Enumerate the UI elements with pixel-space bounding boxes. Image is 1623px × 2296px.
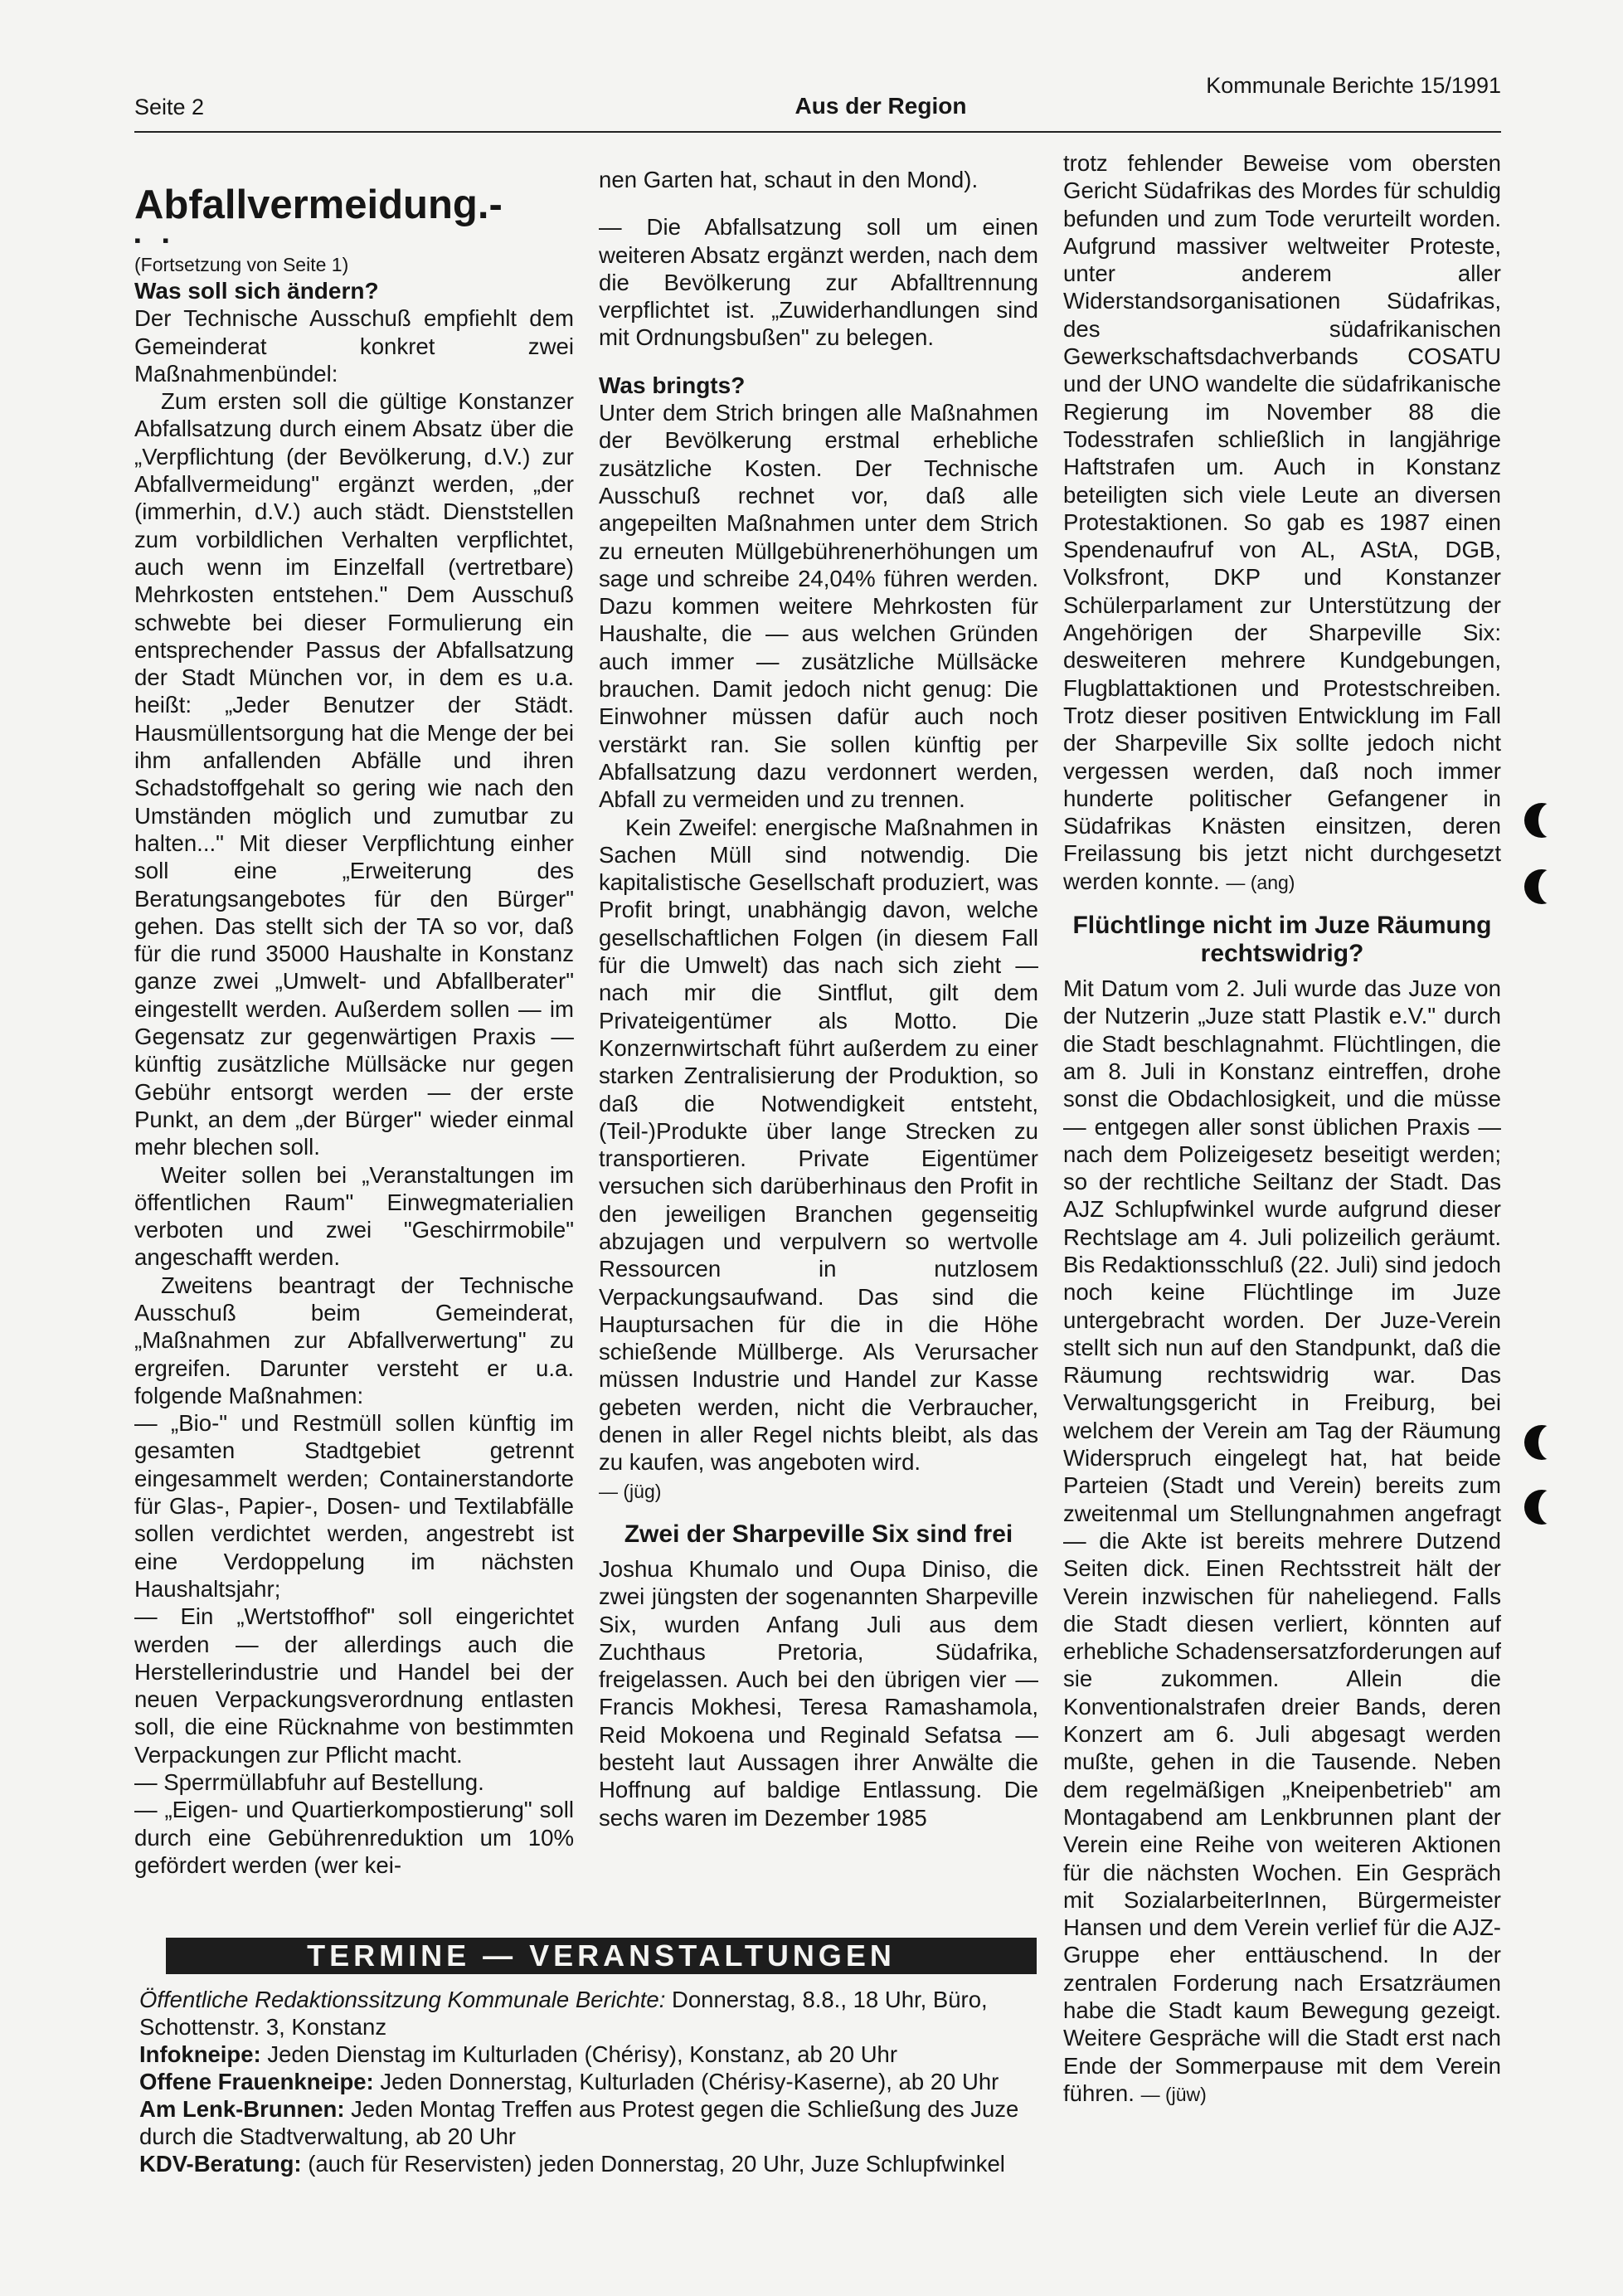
paragraph: Unter dem Strich bringen alle Maßnahmen der Bevölkerung erstmal erhebliche zusätzliche Kosten. Der Technische Ausschuß rechnet vor, daß alle angepeilten Maßnahmen unter dem Strich zu erneuten Müllgebührenerhöhungen um sage und schreibe 24,04% führen werden. Dazu kommen weitere Mehrkosten für Haushalte, die — aus welchen Gründen auch immer — zusätzliche Müllsäcke brauchen. Damit jedoch nicht genug: Die Einwohner müssen dafür auch noch verstärkt ran. Sie sollen künftig per Abfallsatzung dazu verdonnert werden, Abfall zu vermeiden und zu trennen. (599, 400, 1038, 813)
publication-issue: Kommunale Berichte 15/1991 (1206, 73, 1501, 98)
author-tag-text: — (jüg) (599, 1480, 662, 1502)
event-name: Am Lenk-Brunnen: (139, 2096, 345, 2122)
author-tag (599, 1476, 1038, 1506)
subheading-changes: Was soll sich ändern? (134, 278, 379, 304)
punch-hole (1524, 869, 1559, 904)
event-name: Offene Frauenkneipe: (139, 2069, 374, 2094)
paragraph: Der Technische Ausschuß empfiehlt dem Gemeinderat konkret zwei Maßnahmenbündel: (134, 305, 574, 387)
events-banner: TERMINE — VERANSTALTUNGEN (166, 1938, 1037, 1974)
column-3 (1063, 149, 1501, 2223)
punch-hole (1524, 803, 1559, 838)
article-title: Abfallvermeidung.- (134, 182, 503, 227)
headline-refugees: Flüchtlinge nicht im Juze Räumung rechtswidrig? (1072, 912, 1492, 968)
list-item: — „Eigen- und Quartierkompostierung" soll durch eine Gebührenreduktion um 10% gefördert werden (wer kei- (134, 1797, 574, 1878)
event-text: Donnerstag, 8.8., 18 Uhr, Büro, Schottenstr. 3, Konstanz (139, 1987, 988, 2040)
list-item: — Ein „Wertstoffhof" soll eingerichtet werden — der allerdings auch die Herstellerindustrie und Handel bei der neuen Verpackungsverordnung entlasten soll, die eine Rücknahme von bestimmten Verpackungen zur Pflicht macht. (134, 1603, 574, 1768)
punch-hole (1524, 1490, 1559, 1525)
event-item (139, 2041, 1043, 2068)
section-title: Aus der Region (794, 93, 967, 119)
events-list (139, 1986, 1043, 2177)
paragraph: Weiter sollen bei „Veranstaltungen im öffentlichen Raum" Einwegmaterialien verboten und zwei "Geschirrmobile" angeschafft werden. (134, 1161, 574, 1271)
event-item (139, 1986, 1043, 2041)
event-text: Jeden Dienstag im Kulturladen (Chérisy), Konstanz, ab 20 Uhr (267, 2041, 897, 2067)
event-name: Infokneipe: (139, 2041, 261, 2067)
continuation-note: (Fortsetzung von Seite 1) (134, 254, 349, 275)
subheading-benefits: Was bringts? (599, 372, 746, 398)
list-item: — Sperrmüllabfuhr auf Bestellung. (134, 1769, 484, 1796)
column-2 (599, 166, 1038, 1933)
header-rule (134, 131, 1501, 133)
paragraph: Kein Zweifel: energische Maßnahmen in Sachen Müll sind notwendig. Die kapitalistische Gesellschaft produziert, was Profit bringt, unabhängig davon, welche gesellschaftlichen Folgen (in diesem Fall für die Umwelt) das nach sich zieht — nach mir die Sintflut, gilt dem Privateigentümer als Motto. Die Konzernwirtschaft führt außerdem zu einer starken Zentralisierung der Produktion, so daß die Notwendigkeit entsteht, (Teil-)Produkte über lange Strecken zu transportieren. Private Eigentümer versuchen sich darüberhinaus den Profit in den jeweiligen Branchen gegenseitig abzujagen und verpulvern so wertvolle Ressourcen in nutzlosem Verpackungsaufwand. Das sind die Hauptursachen für die in die Höhe schießende Müllberge. Als Verursacher müssen Industrie und Handel zur Kasse gebeten werden, nicht die Verbraucher, denen in aller Regel nichts bleibt, als das zu kaufen, was angeboten wird. (599, 814, 1038, 1476)
headline-sharpeville: Zwei der Sharpeville Six sind frei (624, 1520, 1013, 1548)
paragraph-text: Mit Datum vom 2. Juli wurde das Juze von der Nutzerin „Juze statt Plastik e.V." durch die Stadt beschlagnahmt. Flüchtlingen, die am 8. Juli in Konstanz eintreffen, drohe sonst die Obdachlosigkeit, und die müsse — entgegen aller sonst üblichen Praxis — nach dem Polizeigesetz beseitigt werden; so der rechtliche Seiltanz der Stadt. Das AJZ Schlupfwinkel wurde aufgrund dieser Rechtslage am 4. Juli polizeilich geräumt. Bis Redaktionsschluß (22. Juli) sind jedoch noch keine Flüchtlinge im Juze untergebracht worden. Der Juze-Verein stellt sich nun auf den Standpunkt, daß die Räumung rechtswidrig war. Das Verwaltungsgericht in Freiburg, bei welchem der Verein am Tag der Räumung Widerspruch eingelegt hat, hat beide Parteien (Stadt und Verein) bereits zum zweitenmal um Stellungnahmen angefragt — die Akte ist bereits mehrere Dutzend Seiten dick. Einen Rechtsstreit hält der Verein inzwischen für naheliegend. Falls die Stadt diesen verliert, könnten auf erhebliche Schadensersatzforderungen auf sie zukommen. Allein die Konventionalstrafen dreier Bands, deren Konzert am 6. Juli abgesagt werden mußte, gehen in die Tausende. Neben dem regelmäßigen „Kneipenbetrieb" am Montagabend am Lenkbrunnen plant der Verein eine Reihe von weiteren Aktionen für die nächsten Wochen. Ein Gespräch mit SozialarbeiterInnen, Bürgermeister Hansen und dem Verein verlief für die AJZ-Gruppe eher enttäuschend. In der zentralen Forderung nach Ersatzräumen habe die Stadt kaum Bewegung gezeigt. Weitere Gespräche will die Stadt erst nach Ende der Sommerpause mit dem Verein führen. (1063, 975, 1501, 2106)
list-item: — „Bio-" und Restmüll sollen künftig im gesamten Stadtgebiet getrennt eingesammelt werden; Containerstandorte für Glas-, Papier-, Dosen- und Textilabfälle sollen verdichtet werden, angestrebt ist eine Verdoppelung im nächsten Haushaltsjahr; (134, 1410, 574, 1602)
event-name: KDV-Beratung: (139, 2151, 302, 2177)
event-text: Jeden Montag Treffen aus Protest gegen die Schließung des Juze durch die Stadtverwaltung, ab 20 Uhr (139, 2096, 1019, 2149)
event-item (139, 2068, 1043, 2095)
event-item (139, 2150, 1043, 2177)
list-item: — Die Abfallsatzung soll um einen weiteren Absatz ergänzt werden, nach dem die Bevölkerung zur Abfalltrennung verpflichtet ist. „Zuwiderhandlungen sind mit Ordnungsbußen" zu belegen. (599, 214, 1038, 351)
author-tag: — (jüw) (1140, 2083, 1207, 2105)
page-header (134, 73, 1501, 129)
author-tag: — (ang) (1226, 871, 1295, 893)
event-name: Öffentliche Redaktionssitzung Kommunale Berichte: (139, 1987, 666, 2012)
event-text: (auch für Reservisten) jeden Donnerstag, 20 Uhr, Juze Schlupfwinkel (308, 2151, 1005, 2177)
paragraph: Zweitens beantragt der Technische Ausschuß beim Gemeinderat, „Maßnahmen zur Abfallverwertung" zu ergreifen. Darunter versteht er u.a. folgende Maßnahmen: (134, 1272, 574, 1408)
paragraph-text: trotz fehlender Beweise vom obersten Gericht Südafrikas des Mordes für schuldig befunden und zum Tode verurteilt worden. Aufgrund massiver weltweiter Proteste, unter anderem aller Widerstandsorganisationen Südafrikas, des südafrikanischen Gewerkschaftsdachverbands COSATU und der UNO wandelte die südafrikanische Regierung im November 88 die Todesstrafen schließlich in langjährige Haftstrafen um. Auch in Konstanz beteiligten sich viele Leute an diversen Protestaktionen. So gab es 1987 einen Spendenaufruf von AL, AStA, DGB, Volksfront, DKP und Konstanzer Schülerparlament zur Unterstützung der Angehörigen der Sharpeville Six: desweiteren mehrere Kundgebungen, Flugblattaktionen und Protestschreiben. Trotz dieser positiven Entwicklung im Fall der Sharpeville Six sollte jedoch nicht vergessen werden, daß noch immer hunderte politischer Gefangener in Südafrikas Knästen einsitzen, deren Freilassung bis jetzt nicht durchgesetzt werden konnte. (1063, 150, 1501, 894)
paragraph (1063, 149, 1501, 897)
punch-hole (1524, 1425, 1559, 1460)
event-text: Jeden Donnerstag, Kulturladen (Chérisy-Kaserne), ab 20 Uhr (380, 2069, 999, 2094)
event-item (139, 2095, 1043, 2150)
paragraph: nen Garten hat, schaut in den Mond). (599, 167, 979, 192)
title-dots: ▪ ▪ (134, 230, 177, 251)
column-1 (134, 181, 574, 1931)
paragraph: Joshua Khumalo und Oupa Diniso, die zwei jüngsten der sogenannten Sharpeville Six, wurden Anfang Juli aus dem Zuchthaus Pretoria, Südafrika, freigelassen. Auch bei den übrigen vier — Francis Mokhesi, Teresa Ramashamola, Reid Mokoena und Reginald Sefatsa — besteht laut Aussagen ihrer Anwälte die Hoffnung auf baldige Entlassung. Die sechs waren im Dezember 1985 (599, 1555, 1038, 1831)
paragraph (1063, 975, 1501, 2109)
paragraph: Zum ersten soll die gültige Konstanzer Abfallsatzung durch einem Absatz über die „Verpflichtung (der Bevölkerung, d.V.) zur Abfallvermeidung" ergänzt werden, „der (immerhin, d.V.) auch städt. Dienststellen zum vorbildlichen Verhalten verpflichtet, auch wenn im Einzelfall (vertretbare) Mehrkosten entstehen." Dem Ausschuß schwebte bei dieser Formulierung ein entsprechender Passus der Abfallsatzung der Stadt München vor, in dem es u.a. heißt: „Jeder Benutzer der Städt. Hausmüllentsorgung hat die Menge der bei ihm anfallenden Abfälle und ihren Schadstoffgehalt so gering wie nach den Umständen möglich und zumutbar zu halten..." Mit dieser Verpflichtung einher soll eine „Erweiterung des Beratungsangebotes für den Bürger" gehen. Das stellt sich der TA so vor, daß für die rund 35000 Haushalte in Konstanz ganze zwei „Umwelt- und Abfallberater" eingestellt werden. Außerdem sollen — im Gegensatz zur gegenwärtigen Praxis — künftig zusätzliche Müllsäcke nur gegen Gebühr entsorgt werden — der erste Punkt, an dem „der Bürger" wieder einmal mehr blechen soll. (134, 388, 574, 1160)
page-number: Seite 2 (134, 95, 205, 119)
